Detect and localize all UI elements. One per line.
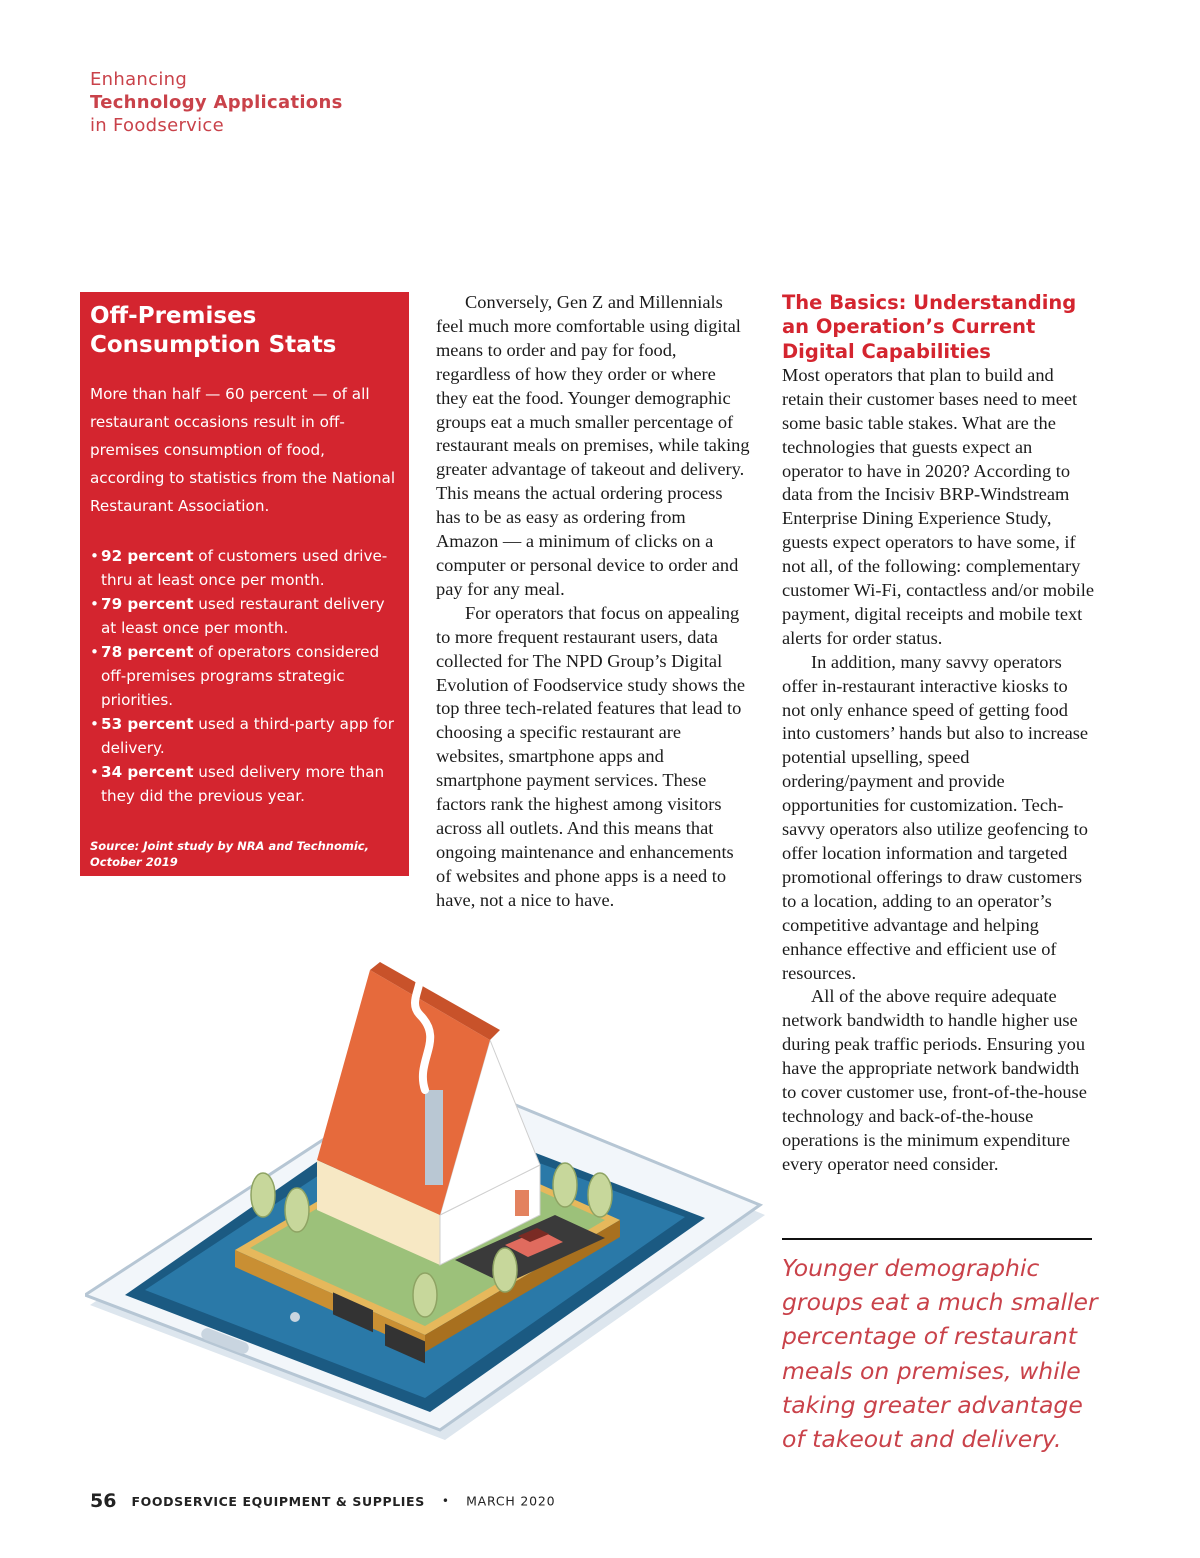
page-footer bbox=[90, 1490, 555, 1512]
stat-item bbox=[90, 544, 399, 592]
pull-quote: Younger demographic groups eat a much smaller percentage of restaurant meals on premises, while taking greater advantage of takeout and delivery. bbox=[782, 1254, 1098, 1454]
stat-item bbox=[90, 712, 399, 760]
body-paragraph: All of the above require adequate network bandwidth to handle higher use during peak traffic periods. Ensuring you have the appropriate network bandwidth to cover customer use, front-of-the-house technology and back-of-the-house operations is the minimum expenditure every operator need consider. bbox=[782, 986, 1087, 1174]
stat-text: of operators considered off-premises programs strategic priorities. bbox=[101, 643, 380, 709]
stat-text: used delivery more than they did the previous year. bbox=[101, 763, 385, 805]
pullquote-rule bbox=[782, 1238, 1092, 1240]
stat-figure: 79 percent bbox=[101, 595, 194, 613]
sidebar-title-line-1: Off-Premises bbox=[90, 303, 257, 329]
stat-text: used a third-party app for delivery. bbox=[101, 715, 394, 757]
stats-sidebar bbox=[80, 292, 409, 876]
section-heading: The Basics: Understanding an Operation’s Current Digital Capabilities bbox=[782, 291, 1077, 363]
sidebar-source: Source: Joint study by NRA and Technomic, October 2019 bbox=[90, 839, 369, 869]
footer-separator: • bbox=[441, 1494, 449, 1508]
body-paragraph: In addition, many savvy operators offer in-restaurant interactive kiosks to not only enhance speed of getting food into customers’ hands but also to increase potential upselling, speed ordering/payment and provide opportunities for customization. Tech-savvy operators also utilize geofencing to offer location information and targeted promotional offerings to draw customers to a location, adding to an operator’s competitive advantage and helping enhance effective and efficient use of resources. bbox=[782, 651, 1089, 983]
body-paragraph: For operators that focus on appealing to more frequent restaurant users, data collected for The NPD Group’s Digital Evolution of Foodservice study shows the top three tech-related features that lead to choosing a specific restaurant are websites, smartphone apps and smartphone payment services. These factors rank the highest among visitors across all outlets. And this means that ongoing maintenance and enhancements of websites and phone apps is a need to have, not a nice to have. bbox=[436, 602, 746, 910]
sidebar-title-line-2: Consumption Stats bbox=[90, 332, 337, 358]
stat-item bbox=[90, 760, 399, 808]
page-number: 56 bbox=[90, 1490, 117, 1512]
stat-figure: 53 percent bbox=[101, 715, 194, 733]
issue-date: MARCH 2020 bbox=[466, 1493, 556, 1509]
sidebar-title bbox=[90, 302, 399, 360]
stat-figure: 78 percent bbox=[101, 643, 194, 661]
magazine-name: FOODSERVICE EQUIPMENT & SUPPLIES bbox=[131, 1493, 425, 1509]
kicker-line-2: Technology Applications bbox=[90, 92, 343, 113]
kicker-line-1: Enhancing bbox=[90, 69, 188, 90]
body-paragraph: Most operators that plan to build and retain their customer bases need to meet some basic table stakes. What are the technologies that guests expect an operator to have in 2020? According to data from the Incisiv BRP-Windstream Enterprise Dining Experience Study, guests expect operators to have some, if not all, of the following: complementary customer Wi-Fi, contactless and/or mobile payment, digital receipts and mobile text alerts for order status. bbox=[782, 364, 1095, 648]
stat-text: of customers used drive-thru at least once per month. bbox=[101, 547, 388, 589]
stat-figure: 92 percent bbox=[101, 547, 194, 565]
kicker-line-3: in Foodservice bbox=[90, 115, 224, 136]
section-kicker bbox=[90, 68, 343, 137]
restaurant-on-phone-illustration bbox=[85, 960, 785, 1450]
stat-item bbox=[90, 592, 399, 640]
body-paragraph: Conversely, Gen Z and Millennials feel much more comfortable using digital means to order and pay for food, regardless of how they order or where they eat the food. Younger demographic groups eat a much smaller percentage of restaurant meals on premises, while taking greater advantage of takeout and delivery. This means the actual ordering process has to be as easy as ordering from Amazon — a minimum of clicks on a computer or personal device to order and pay for any meal. bbox=[436, 292, 750, 599]
middle-column bbox=[436, 291, 750, 913]
stat-figure: 34 percent bbox=[101, 763, 194, 781]
sidebar-intro: More than half — 60 percent — of all restaurant occasions result in off-premises consumption of food, according to statistics from the National Restaurant Association. bbox=[90, 385, 396, 515]
stat-text: used restaurant delivery at least once per month. bbox=[101, 595, 385, 637]
stats-list bbox=[90, 544, 399, 808]
right-column bbox=[782, 291, 1094, 1177]
stat-item bbox=[90, 640, 399, 712]
